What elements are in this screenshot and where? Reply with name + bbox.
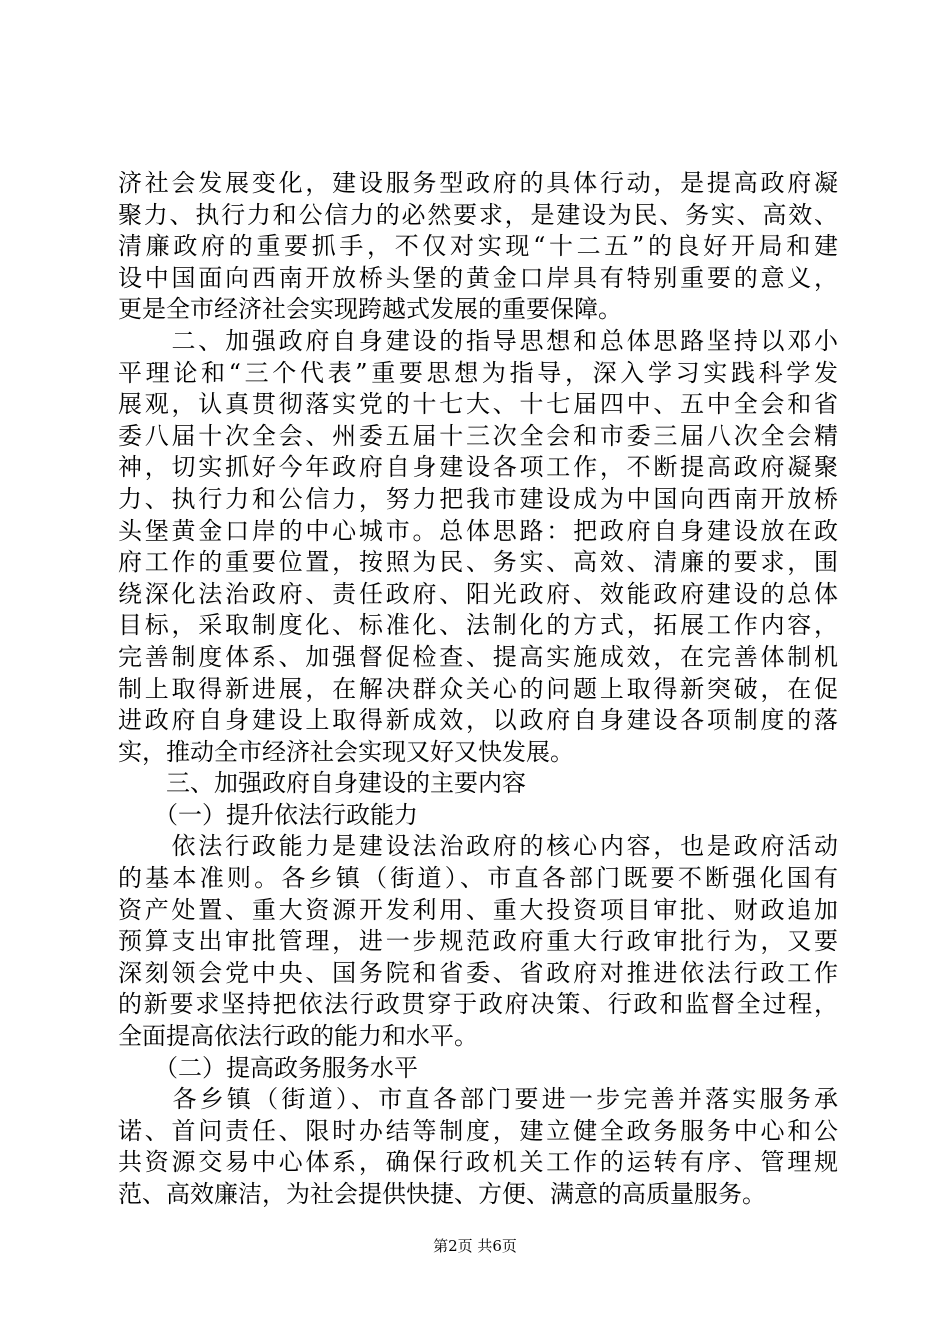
text-line: （一）提升依法行政能力 <box>118 800 418 829</box>
body-text <box>118 168 838 1211</box>
text-line: （二）提高政务服务水平 <box>118 1053 418 1082</box>
text-line: 制上取得新进展，在解决群众关心的问题上取得新突破，在促 <box>118 674 838 703</box>
text-line: 预算支出审批管理，进一步规范政府重大行政审批行为，又要 <box>118 927 838 956</box>
text-line: 范、高效廉洁，为社会提供快捷、方便、满意的高质量服务。 <box>118 1180 766 1208</box>
text-line: 的基本准则。各乡镇（街道）、市直各部门既要不断强化国有 <box>118 864 838 893</box>
text-line: 目标，采取制度化、标准化、法制化的方式，拓展工作内容， <box>118 611 838 640</box>
page-footer: 第2页 共6页 <box>433 1237 517 1255</box>
text-line: 聚力、执行力和公信力的必然要求，是建设为民、务实、高效、 <box>118 200 838 229</box>
text-line: 清廉政府的重要抓手，不仅对实现“十二五”的良好开局和建 <box>118 232 838 261</box>
text-line: 依法行政能力是建设法治政府的核心内容，也是政府活动 <box>118 832 838 861</box>
text-line: 神，切实抓好今年政府自身建设各项工作，不断提高政府凝聚 <box>118 453 838 482</box>
text-line: 济社会发展变化，建设服务型政府的具体行动，是提高政府凝 <box>118 169 838 197</box>
text-line: 更是全市经济社会实现跨越式发展的重要保障。 <box>118 295 622 324</box>
text-line: 展观，认真贯彻落实党的十七大、十七届四中、五中全会和省 <box>118 390 838 419</box>
text-line: 绕深化法治政府、责任政府、阳光政府、效能政府建设的总体 <box>118 579 838 608</box>
text-line: 头堡黄金口岸的中心城市。总体思路：把政府自身建设放在政 <box>118 516 838 545</box>
text-line: 力、执行力和公信力，努力把我市建设成为中国向西南开放桥 <box>118 484 838 513</box>
text-line: 平理论和“三个代表”重要思想为指导，深入学习实践科学发 <box>118 358 838 387</box>
text-line: 全面提高依法行政的能力和水平。 <box>118 1022 478 1051</box>
text-line: 诺、首问责任、限时办结等制度，建立健全政务服务中心和公 <box>118 1116 838 1145</box>
text-line: 府工作的重要位置，按照为民、务实、高效、清廉的要求，围 <box>118 548 838 577</box>
text-line: 的新要求坚持把依法行政贯穿于政府决策、行政和监督全过程， <box>118 990 838 1019</box>
text-line: 完善制度体系、加强督促检查、提高实施成效，在完善体制机 <box>118 642 838 671</box>
text-line: 进政府自身建设上取得新成效，以政府自身建设各项制度的落 <box>118 706 838 735</box>
text-line: 资产处置、重大资源开发利用、重大投资项目审批、财政追加 <box>118 895 838 924</box>
text-line: 委八届十次全会、州委五届十三次全会和市委三届八次全会精 <box>118 421 838 450</box>
text-line: 深刻领会党中央、国务院和省委、省政府对推进依法行政工作 <box>118 958 838 987</box>
text-line: 设中国面向西南开放桥头堡的黄金口岸具有特别重要的意义， <box>118 263 838 292</box>
text-line: 三、加强政府自身建设的主要内容 <box>118 769 526 798</box>
text-line: 共资源交易中心体系，确保行政机关工作的运转有序、管理规 <box>118 1148 838 1177</box>
text-line: 实，推动全市经济社会实现又好又快发展。 <box>118 737 574 766</box>
text-line: 二、加强政府自身建设的指导思想和总体思路坚持以邓小 <box>118 326 838 355</box>
text-line: 各乡镇（街道）、市直各部门要进一步完善并落实服务承 <box>118 1085 838 1114</box>
